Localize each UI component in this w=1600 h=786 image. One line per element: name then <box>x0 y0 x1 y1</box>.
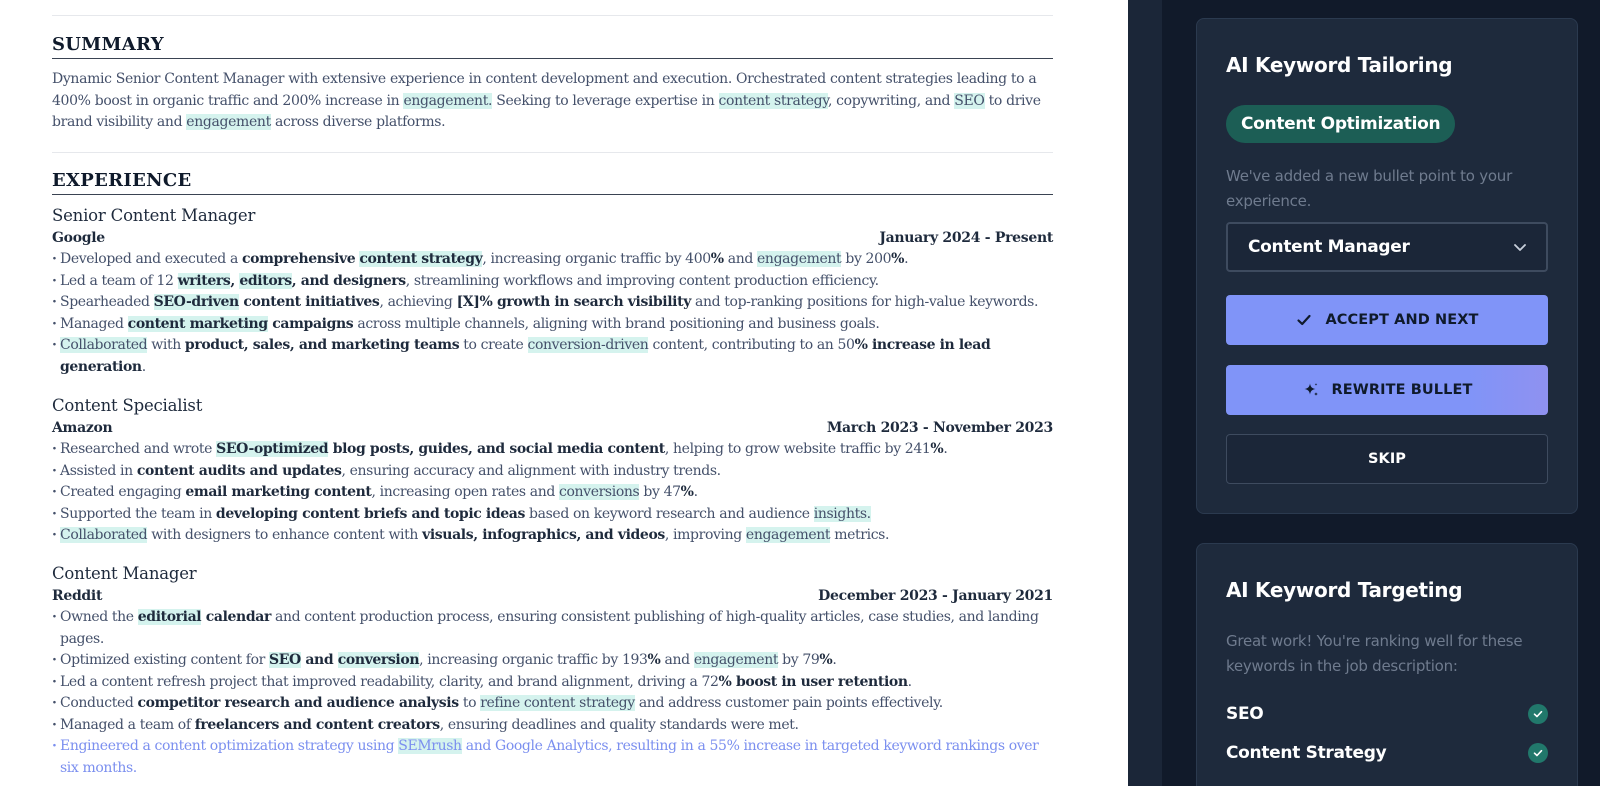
keyword-highlight: engagement <box>186 114 271 130</box>
job-dates: December 2023 - January 2021 <box>818 588 1053 604</box>
keyword-highlight: SEO <box>954 92 985 109</box>
skip-button[interactable] <box>1226 434 1548 484</box>
experience-bullet: · Conducted competitor research and audience analysis to refine content strategy and address customer pain points effectively. <box>52 693 1053 715</box>
experience-bullet: · Spearheaded SEO-driven content initiatives, achieving [X]% growth in search visibility and top-ranking positions for high-value keywords. <box>52 292 1053 314</box>
job-company: Google <box>52 230 105 246</box>
keyword-highlight: engagement <box>745 527 831 543</box>
job-bullets <box>52 607 1053 779</box>
summary-text: Dynamic Senior Content Manager with extensive experience in content development and execution. Orchestrated content strategies leading to a 400% boost in organic traffic and 200% increase in engagement. Seeking to leverage expertise in content strategy, copywriting, and SEO to drive brand visibility and engagement across diverse platforms. <box>52 71 1041 130</box>
keyword-highlight: editors <box>239 272 292 289</box>
keyword-highlight: engagement <box>757 251 842 267</box>
experience-bullet: · Owned the editorial calendar and content production process, ensuring consistent publishing of high-quality articles, case studies, and landing pages. <box>52 607 1053 650</box>
top-divider <box>52 15 1053 16</box>
keyword-highlight: SEO-driven <box>153 294 239 310</box>
keyword-highlight: refine content strategy <box>480 695 635 711</box>
keyword-row <box>1226 743 1548 763</box>
keyword-highlight: editorial <box>137 609 202 625</box>
experience-bullet: · Led a content refresh project that improved readability, clarity, and brand alignment, driving a 72% boost in user retention. <box>52 672 1053 694</box>
job-content-specialist <box>52 395 1053 547</box>
tailoring-description: We've added a new bullet point to your experience. <box>1226 167 1512 210</box>
targeting-description: Great work! You're ranking well for these keywords in the job description: <box>1226 632 1523 675</box>
sparkle-icon <box>1302 381 1320 399</box>
tailoring-title: AI Keyword Tailoring <box>1226 53 1453 77</box>
keyword-highlight: content marketing <box>127 315 268 332</box>
accept-and-next-button[interactable] <box>1226 295 1548 345</box>
skip-label: SKIP <box>1367 451 1407 467</box>
experience-bullet: · Created engaging email marketing content, increasing open rates and conversions by 47%. <box>52 482 1053 504</box>
section-divider <box>52 152 1053 153</box>
keyword-highlight: SEO-optimized <box>216 441 329 457</box>
keyword-row <box>1226 704 1548 724</box>
experience-bullet: · Managed content marketing campaigns across multiple channels, aligning with brand positioning and business goals. <box>52 314 1053 336</box>
job-company: Amazon <box>52 420 113 436</box>
keyword-highlight: SEMrush <box>398 738 462 754</box>
targeting-title: AI Keyword Targeting <box>1226 578 1463 602</box>
check-circle-icon <box>1528 704 1548 724</box>
job-title: Content Manager <box>52 564 197 583</box>
experience-bullet: · Researched and wrote SEO-optimized blog posts, guides, and social media content, helping to grow website traffic by 241%. <box>52 439 1053 461</box>
keyword-targeting-card <box>1196 543 1578 786</box>
job-content-manager <box>52 563 1053 779</box>
experience-bullet: · Collaborated with product, sales, and marketing teams to create conversion-driven content, contributing to an 50% increase in lead generation. <box>52 335 1053 378</box>
keyword-highlight: SEO <box>269 652 301 668</box>
keyword-highlight: content strategy <box>359 251 483 267</box>
experience-bullet: · Supported the team in developing content briefs and topic ideas based on keyword research and audience insights. <box>52 504 1053 526</box>
experience-bullet: · Assisted in content audits and updates, ensuring accuracy and alignment with industry trends. <box>52 461 1053 483</box>
job-title: Content Specialist <box>52 396 203 415</box>
job-select[interactable] <box>1226 222 1548 272</box>
keyword-highlight: content strategy <box>718 92 828 109</box>
job-meta <box>52 585 1053 607</box>
job-company: Reddit <box>52 588 103 604</box>
job-meta <box>52 417 1053 439</box>
sidebar-edge-strip <box>1128 0 1162 786</box>
experience-bullet: · Developed and executed a comprehensive content strategy, increasing organic traffic by 400% and engagement by 200%. <box>52 249 1053 271</box>
keyword-tailoring-card <box>1196 18 1578 514</box>
keyword-highlight: engagement <box>693 652 779 668</box>
experience-bullet: · Managed a team of freelancers and content creators, ensuring deadlines and quality standards were met. <box>52 715 1053 737</box>
experience-bullet: · Optimized existing content for SEO and conversion, increasing organic traffic by 193% and engagement by 79%. <box>52 650 1053 672</box>
job-senior-content-manager <box>52 205 1053 378</box>
check-icon <box>1295 311 1313 329</box>
accept-label: ACCEPT AND NEXT <box>1325 312 1479 328</box>
job-bullets <box>52 249 1053 378</box>
keyword-highlight: writers <box>177 272 231 289</box>
job-dates: January 2024 - Present <box>879 230 1053 246</box>
experience-bullet: · Led a team of 12 writers, editors, and designers, streamlining workflows and improving content production efficiency. <box>52 271 1053 293</box>
rewrite-bullet-button[interactable] <box>1226 365 1548 415</box>
job-title: Senior Content Manager <box>52 206 256 225</box>
keyword-highlight: Collaborated <box>60 527 148 543</box>
keyword-highlight: conversion <box>337 652 420 668</box>
check-circle-icon <box>1528 743 1548 763</box>
summary-heading: SUMMARY <box>52 34 1053 59</box>
job-bullets <box>52 439 1053 547</box>
experience-heading: EXPERIENCE <box>52 170 1053 195</box>
keyword-highlight: insights. <box>813 505 871 522</box>
experience-bullet: · Collaborated with designers to enhance content with visuals, infographics, and videos, improving engagement metrics. <box>52 525 1053 547</box>
keyword-highlight: Collaborated <box>60 337 148 353</box>
job-select-value: Content Manager <box>1248 237 1410 257</box>
chevron-down-icon <box>1512 239 1528 255</box>
keyword-label: Content Strategy <box>1226 743 1387 763</box>
ai-sidebar <box>1128 0 1600 786</box>
keyword-highlight: conversion-driven <box>527 337 649 353</box>
job-meta <box>52 227 1053 249</box>
keyword-highlight: engagement. <box>403 92 493 109</box>
ai-added-bullet: · Engineered a content optimization strategy using SEMrush and Google Analytics, resulting in a 55% increase in targeted keyword rankings over six months. <box>52 736 1053 779</box>
rewrite-label: REWRITE BULLET <box>1331 382 1473 398</box>
job-dates: March 2023 - November 2023 <box>826 420 1053 436</box>
keyword-pill: Content Optimization <box>1226 105 1455 143</box>
keyword-label: SEO <box>1226 704 1264 724</box>
keyword-highlight: conversions <box>559 484 640 500</box>
